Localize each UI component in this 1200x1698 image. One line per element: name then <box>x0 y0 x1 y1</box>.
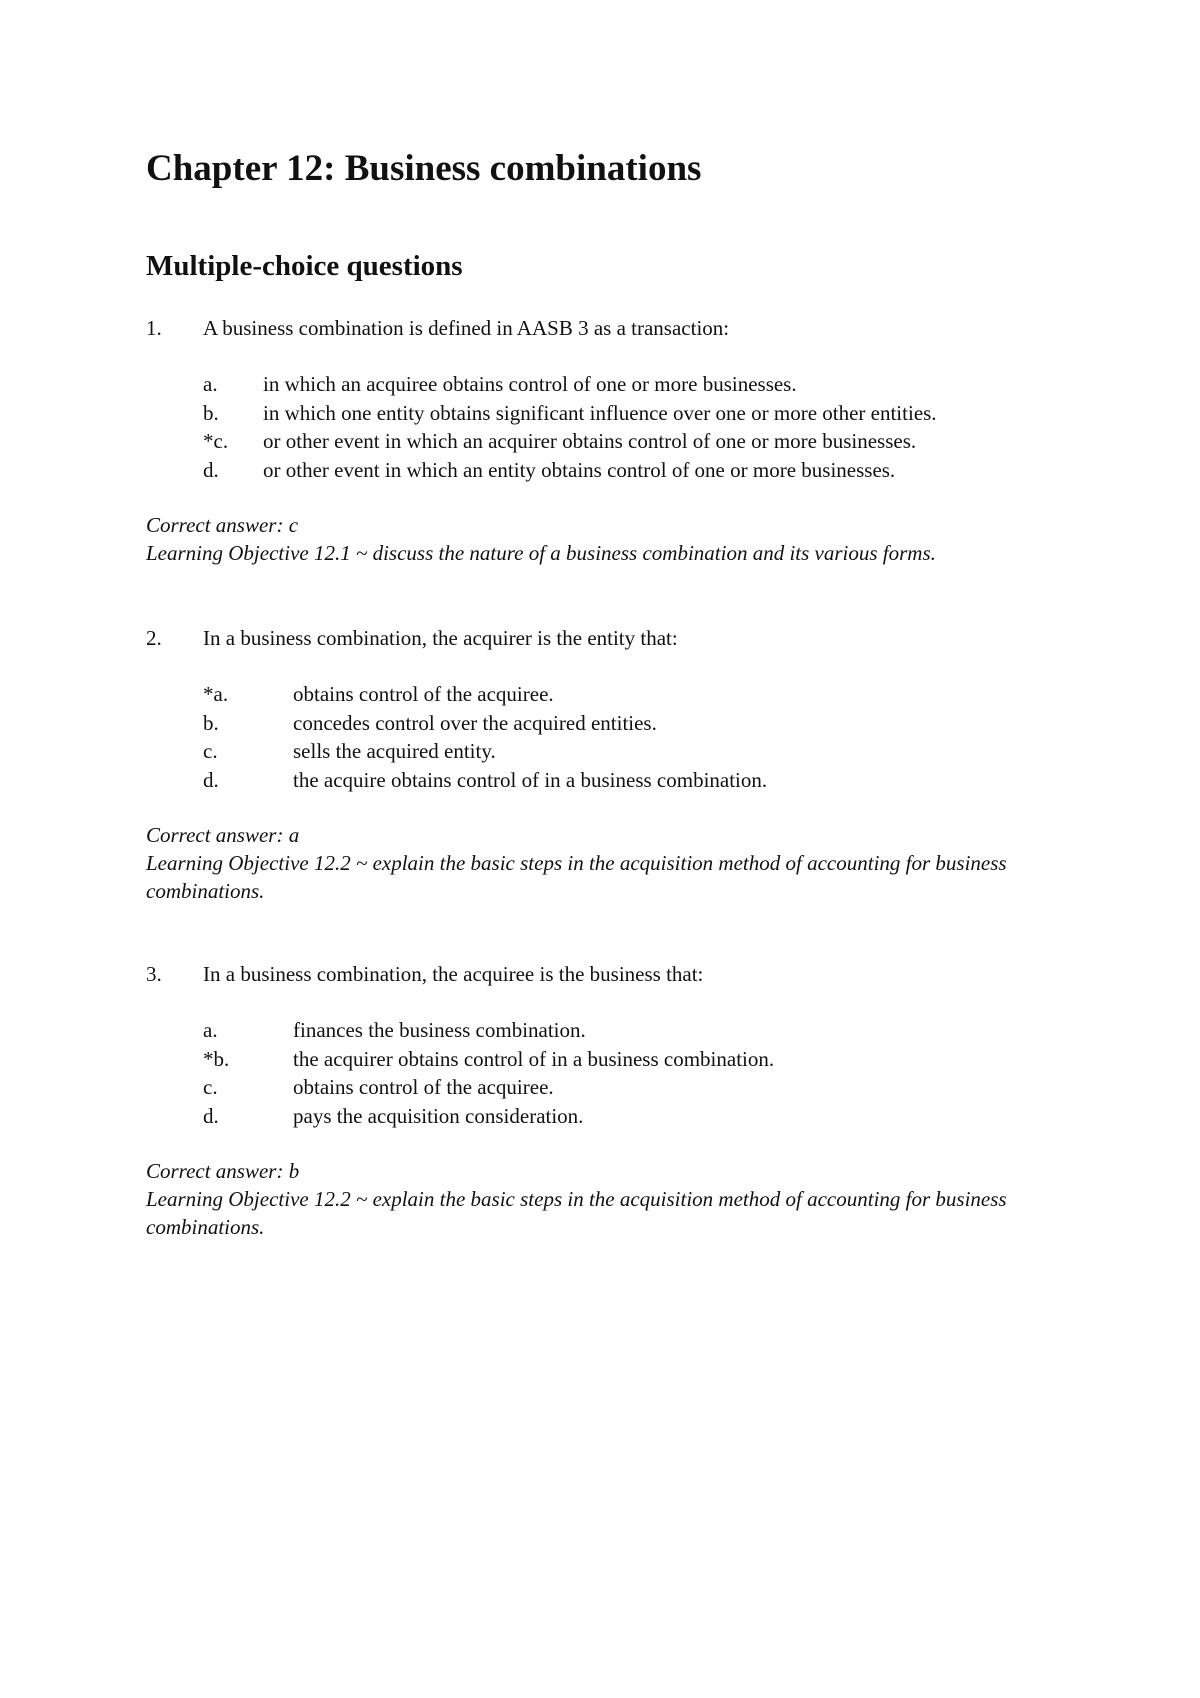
answer-feedback <box>146 1157 1086 1241</box>
question-2 <box>0 624 1200 905</box>
option-item <box>0 1045 1200 1074</box>
option-text: obtains control of the acquiree. <box>293 1075 554 1100</box>
option-item <box>0 1073 1200 1102</box>
option-list <box>0 1016 1200 1131</box>
option-text: pays the acquisition consideration. <box>293 1104 584 1129</box>
option-item <box>0 1016 1200 1045</box>
option-label: b. <box>203 400 219 425</box>
question-number: 2. <box>146 626 162 650</box>
option-label: d. <box>203 768 219 793</box>
answer-feedback <box>146 821 1086 905</box>
option-item <box>0 709 1200 738</box>
question-3 <box>0 960 1200 1241</box>
correct-answer: Correct answer: a <box>146 822 300 847</box>
option-text: in which one entity obtains significant influence over one or more other entities. <box>263 400 937 425</box>
question-stem: In a business combination, the acquirer is the entity that: <box>203 626 678 650</box>
learning-objective: Learning Objective 12.2 ~ explain the basic steps in the acquisition method of accounting for business combinations. <box>146 850 1007 903</box>
option-item <box>0 737 1200 766</box>
learning-objective: Learning Objective 12.2 ~ explain the basic steps in the acquisition method of accounting for business combinations. <box>146 1186 1007 1239</box>
option-item <box>0 1102 1200 1131</box>
option-item <box>0 427 1200 456</box>
option-label: a. <box>203 372 218 396</box>
section-title: Multiple-choice questions <box>146 250 463 282</box>
option-text: obtains control of the acquiree. <box>293 682 554 706</box>
option-label: b. <box>203 710 219 735</box>
option-label: c. <box>203 739 218 764</box>
option-label: d. <box>203 1104 219 1129</box>
option-label: d. <box>203 458 219 483</box>
answer-feedback <box>146 511 1086 567</box>
question-number: 1. <box>146 316 162 340</box>
correct-answer: Correct answer: c <box>146 512 299 537</box>
option-label: a. <box>203 1018 218 1042</box>
option-item <box>0 456 1200 485</box>
question-stem-line <box>0 624 1200 652</box>
option-text: concedes control over the acquired entities. <box>293 710 657 735</box>
option-text: the acquire obtains control of in a business combination. <box>293 768 768 793</box>
option-text: the acquirer obtains control of in a business combination. <box>293 1046 775 1071</box>
option-label: *a. <box>203 682 229 706</box>
question-stem: A business combination is defined in AASB 3 as a transaction: <box>203 316 730 340</box>
question-stem-line <box>0 314 1200 342</box>
option-text: finances the business combination. <box>293 1018 586 1042</box>
option-item <box>0 680 1200 709</box>
question-stem: In a business combination, the acquiree is the business that: <box>203 962 704 986</box>
option-label: c. <box>203 1075 218 1100</box>
option-text: sells the acquired entity. <box>293 739 496 764</box>
question-1 <box>0 314 1200 567</box>
option-label: *c. <box>203 429 229 454</box>
option-list <box>0 680 1200 795</box>
learning-objective: Learning Objective 12.1 ~ discuss the nature of a business combination and its various forms. <box>146 540 936 565</box>
correct-answer: Correct answer: b <box>146 1158 300 1183</box>
option-label: *b. <box>203 1046 230 1071</box>
chapter-title: Chapter 12: Business combinations <box>146 148 702 189</box>
question-number: 3. <box>146 962 162 986</box>
option-list <box>0 370 1200 485</box>
question-stem-line <box>0 960 1200 988</box>
option-text: or other event in which an entity obtains control of one or more businesses. <box>263 458 896 483</box>
option-item <box>0 399 1200 428</box>
option-item <box>0 766 1200 795</box>
option-text: or other event in which an acquirer obtains control of one or more businesses. <box>263 429 917 454</box>
option-item <box>0 370 1200 399</box>
option-text: in which an acquiree obtains control of one or more businesses. <box>263 372 797 396</box>
